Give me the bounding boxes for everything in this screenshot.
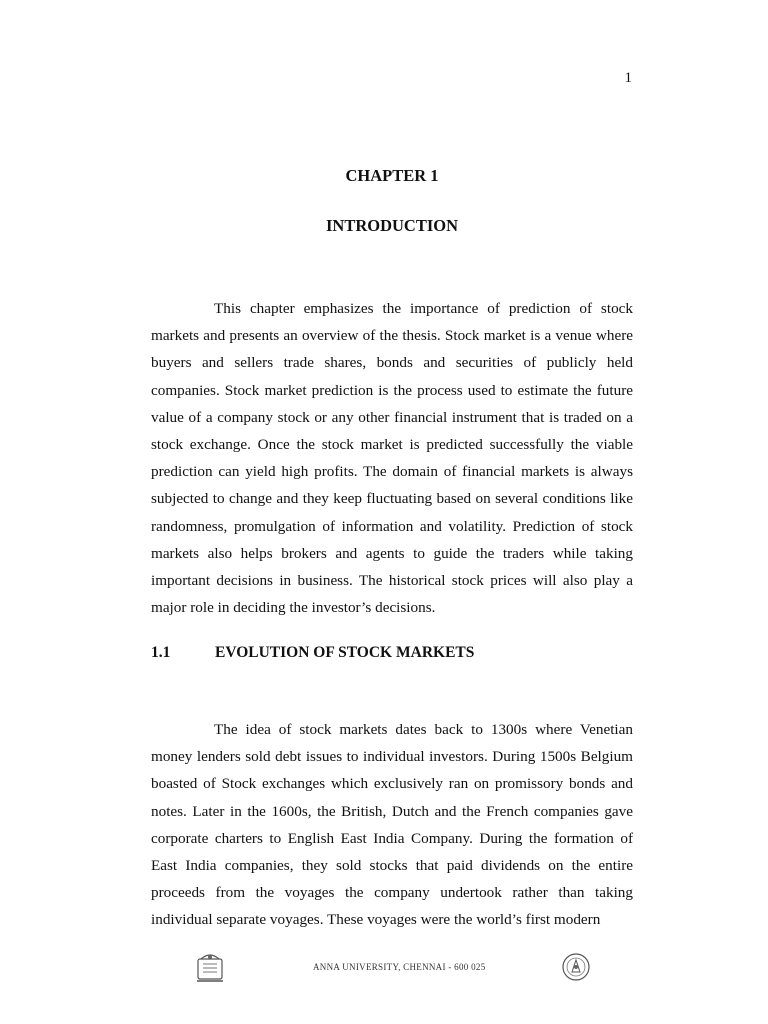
chapter-title: INTRODUCTION: [325, 216, 459, 235]
university-seal-icon: [561, 952, 591, 982]
intro-paragraph-text: This chapter emphasizes the importance of prediction of stock markets and presents an overview of the thesis. Stock market is a venue where buyers and sellers trade shares, bonds and securities of publicly held companies. Stock market prediction is the process used to estimate the future value of a company stock or any other financial instrument that is traded on a stock exchange. Once the stock market is predicted successfully the viable prediction can yield high profits. The domain of financial markets is always subjected to change and they keep fluctuating based on several conditions like randomness, promulgation of information and volatility. Prediction of stock markets also helps brokers and agents to guide the traders while taking important decisions in business. The historical stock prices will also play a major role in deciding the investor’s decisions.: [151, 300, 633, 617]
section-heading: [151, 644, 474, 662]
page-number: 1: [624, 70, 632, 86]
section-paragraph: [151, 716, 633, 934]
page-footer: [195, 948, 595, 988]
footer-institution: ANNA UNIVERSITY, CHENNAI - 600 025: [313, 962, 486, 972]
intro-paragraph: [151, 295, 633, 621]
section-number: 1.1: [151, 644, 171, 661]
section-paragraph-text: The idea of stock markets dates back to 1300s where Venetian money lenders sold debt issues to individual investors. During 1500s Belgium boasted of Stock exchanges which exclusively ran on promissory bonds and notes. Later in the 1600s, the British, Dutch and the French companies gave corporate charters to English East India Company. During the formation of East India companies, they sold stocks that paid dividends on the entire proceeds from the voyages the company undertook rather than taking individual separate voyages. These voyages were the world’s first modern: [151, 721, 633, 929]
section-title: EVOLUTION OF STOCK MARKETS: [215, 644, 475, 661]
chapter-heading: CHAPTER 1: [345, 166, 439, 185]
university-emblem-icon: [195, 950, 225, 984]
